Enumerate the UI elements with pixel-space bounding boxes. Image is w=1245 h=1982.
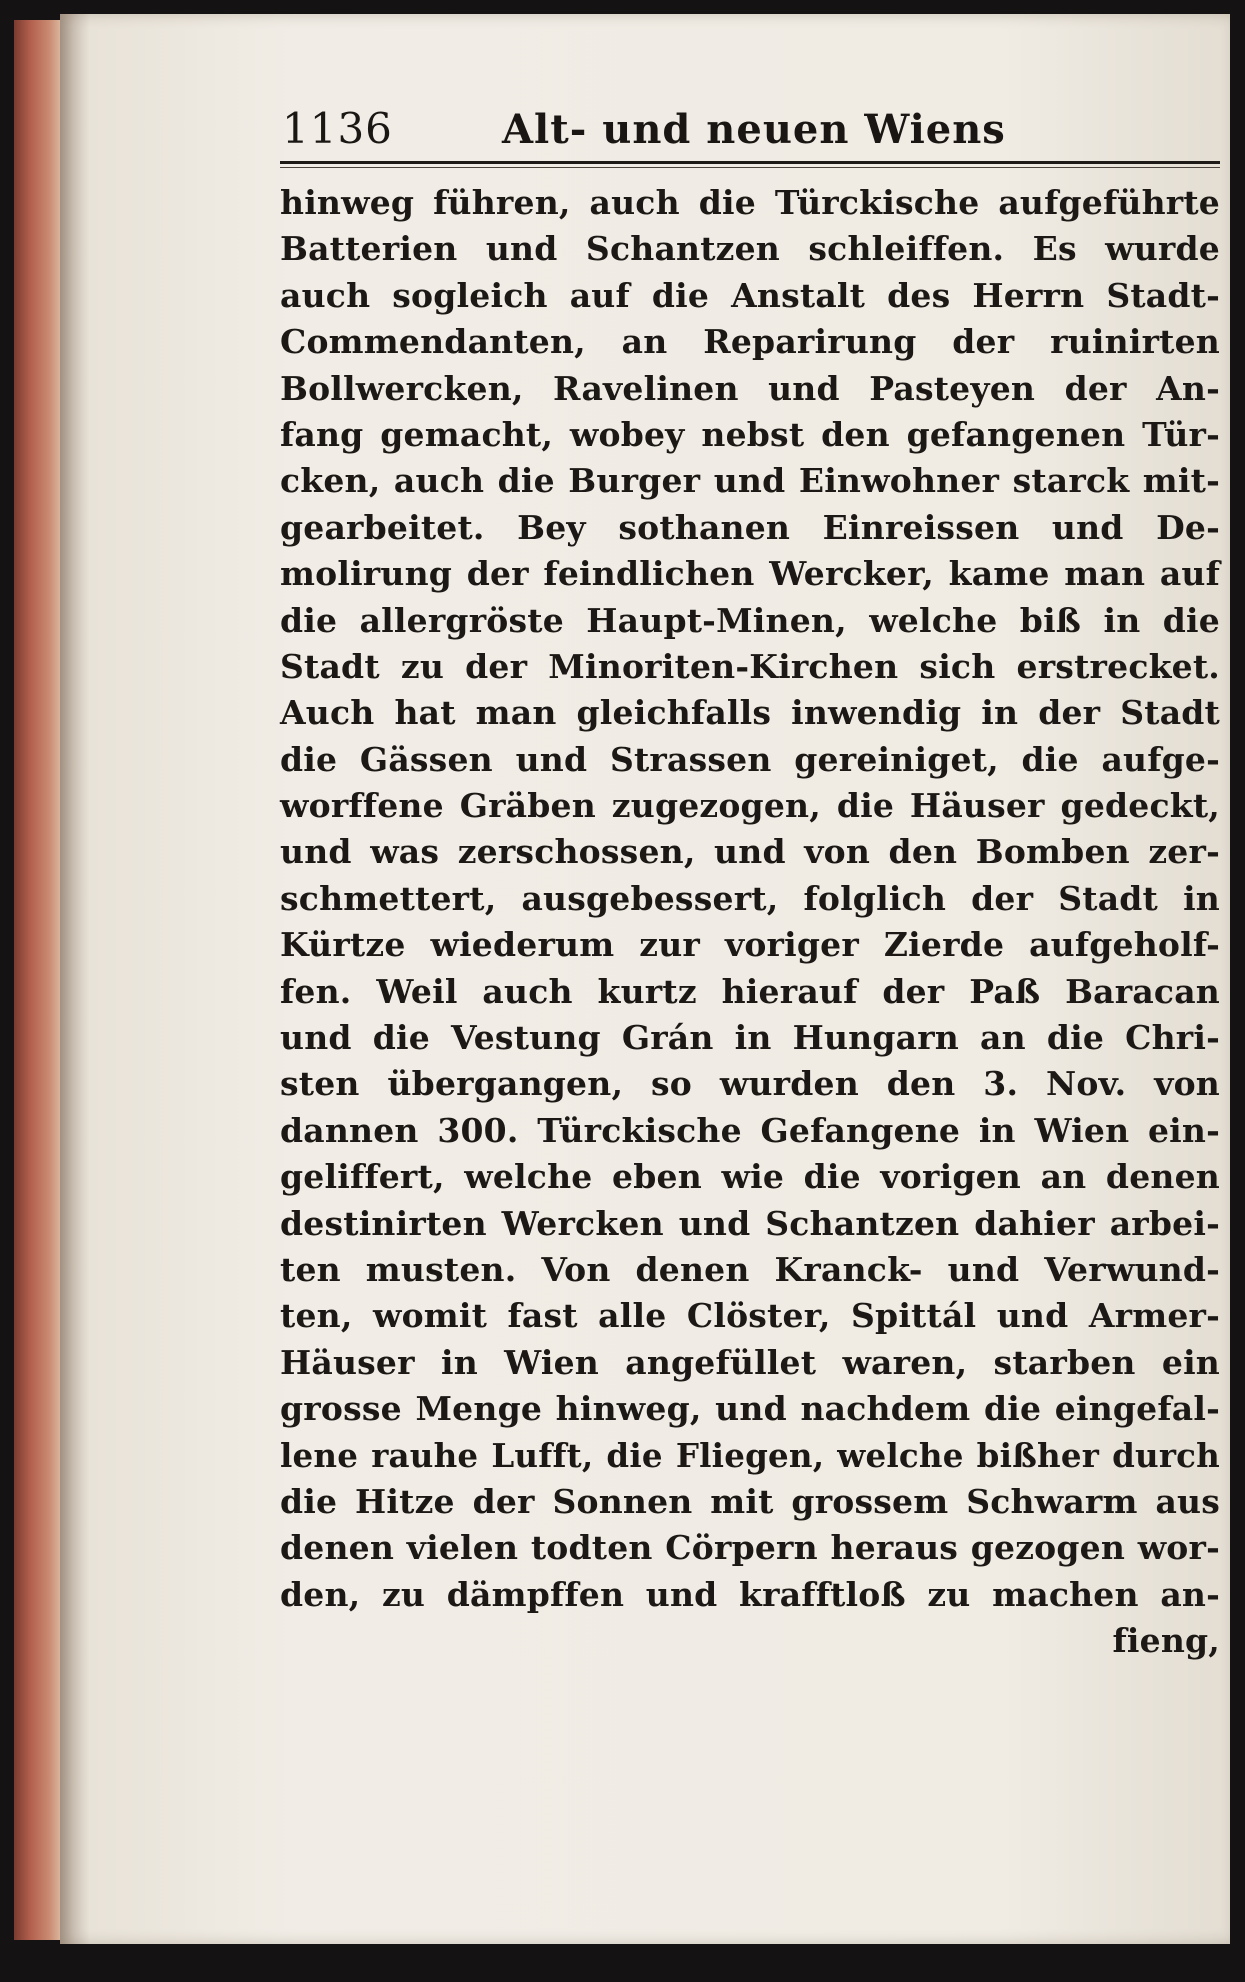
text-line: Bollwercken, Ravelinen und Pasteyen der An-	[280, 368, 1220, 408]
text-line: dannen 300. Türckische Gefangene in Wien ein-	[280, 1110, 1220, 1150]
text-line: lene rauhe Lufft, die Fliegen, welche bißher durch	[280, 1435, 1220, 1475]
text-line: molirung der feindlichen Wercker, kame man auf	[280, 554, 1220, 594]
text-line: ten, womit fast alle Clöster, Spittál und Armer-	[280, 1296, 1220, 1336]
running-head	[282, 104, 1222, 160]
text-line: worffene Gräben zugezogen, die Häuser gedeckt,	[280, 786, 1220, 826]
gutter-shadow	[60, 14, 90, 1944]
text-line: Häuser in Wien angefüllet waren, starben ein	[280, 1342, 1220, 1382]
text-line: ten musten. Von denen Kranck- und Verwund-	[280, 1249, 1220, 1289]
text-line: gearbeitet. Bey sothanen Einreissen und De-	[280, 507, 1220, 547]
header-rule	[280, 161, 1220, 164]
body-text	[280, 180, 1220, 1665]
catchword: fieng,	[1112, 1621, 1220, 1661]
text-line: Kürtze wiederum zur voriger Zierde aufgeholf-	[280, 925, 1220, 965]
text-line: sten übergangen, so wurden den 3. Nov. von	[280, 1064, 1220, 1104]
text-line: hinweg führen, auch die Türckische aufgeführte	[280, 183, 1220, 222]
text-line: die Hitze der Sonnen mit grossem Schwarm aus	[280, 1481, 1220, 1521]
text-line: denen vielen todten Cörpern heraus gezogen wor-	[280, 1528, 1220, 1568]
text-line: fang gemacht, wobey nebst den gefangenen Tür-	[280, 414, 1220, 454]
text-line: Auch hat man gleichfalls inwendig in der Stadt	[280, 693, 1220, 733]
text-line: destinirten Wercken und Schantzen dahier arbei-	[280, 1203, 1220, 1243]
text-line: und was zerschossen, und von den Bomben zer-	[280, 832, 1220, 872]
text-line: fen. Weil auch kurtz hierauf der Paß Baracan	[280, 971, 1220, 1011]
text-line: cken, auch die Burger und Einwohner starck mit-	[280, 461, 1220, 501]
text-line: die Gässen und Strassen gereiniget, die aufge-	[280, 739, 1220, 779]
text-line: geliffert, welche eben wie die vorigen an denen	[280, 1157, 1220, 1197]
running-title: Alt- und neuen Wiens	[502, 106, 1006, 153]
text-line: und die Vestung Grán in Hungarn an die Chri-	[280, 1018, 1220, 1058]
page-number: 1136	[282, 104, 393, 153]
text-line: den, zu dämpffen und krafftloß zu machen an-	[280, 1574, 1220, 1614]
text-line: Commendanten, an Reparirung der ruinirten	[280, 322, 1220, 362]
text-line: grosse Menge hinweg, und nachdem die eingefal-	[280, 1389, 1220, 1429]
book-page-edge	[14, 20, 64, 1940]
header-rule-thin	[280, 167, 1220, 168]
text-line: Stadt zu der Minoriten-Kirchen sich erstrecket.	[280, 646, 1220, 686]
text-line: die allergröste Haupt-Minen, welche biß in die	[280, 600, 1220, 640]
text-line: Batterien und Schantzen schleiffen. Es wurde	[280, 229, 1220, 269]
text-line: auch sogleich auf die Anstalt des Herrn Stadt-	[280, 275, 1220, 315]
text-line: schmettert, ausgebessert, folglich der Stadt in	[280, 878, 1220, 918]
